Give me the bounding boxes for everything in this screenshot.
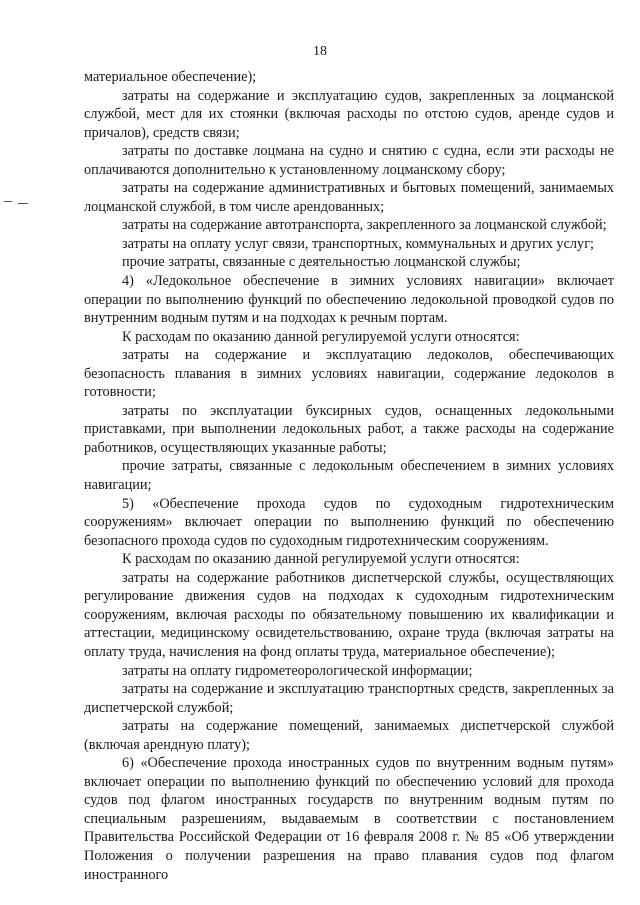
paragraph: затраты на оплату услуг связи, транспортных, коммунальных и других услуг; [122, 235, 595, 252]
paragraph: 6) «Обеспечение прохода иностранных судов по внутренним водным путям» включает операции по выполнению функций по обеспечению условий для прохода судов под флагом иностранных государств по внутренним водным путям по специальным разрешениям, выдаваемым в соответствии с постановлением Правительства Российской Федерации от 16 февраля 2008 г. № 85 «Об утверждении Положения о получении разрешения на право плавания судов под флагом иностранного [84, 755, 614, 883]
paragraph: затраты на содержание работников диспетчерской службы, осуществляющих регулирование движения судов на подходах к судоходным гидротехническим сооружениям, включая расходы по обязательному повышению их квалификации и аттестации, медицинскому освидетельствованию, охране труда (включая затраты на оплату труда, начисления на фонд оплаты труда, материальное обеспечение); [84, 569, 614, 660]
paragraph: материальное обеспечение); [84, 69, 257, 85]
paragraph: 5) «Обеспечение прохода судов по судоходным гидротехническим сооружениям» включает операции по выполнению функций по обеспечению безопасного прохода судов по судоходным гидротехническим сооружениям. [84, 495, 614, 549]
paragraph: затраты на содержание автотранспорта, закрепленного за лоцманской службой; [122, 217, 607, 234]
paragraph: прочие затраты, связанные с деятельностью лоцманской службы; [122, 254, 521, 271]
paragraph: затраты по доставке лоцмана на судно и снятию с судна, если эти расходы не оплачиваются дополнительно к установленному лоцманскому сбору; [84, 143, 614, 178]
paragraph: затраты по эксплуатации буксирных судов, оснащенных ледокольными приставками, при выполнении ледокольных работ, а также расходы на содержание работников, осуществляющих указанные работы; [84, 402, 614, 456]
paragraph: затраты на содержание и эксплуатацию судов, закрепленных за лоцманской службой, мест для их стоянки (включая расходы по отстою судов, аренде судов и причалов), средств связи; [84, 87, 614, 141]
paragraph: затраты на содержание и эксплуатацию транспортных средств, закрепленных за диспетчерской службой; [84, 681, 614, 716]
paragraph: К расходам по оказанию данной регулируемой услуги относятся: [122, 551, 520, 568]
margin-mark [4, 201, 30, 205]
paragraph: 4) «Ледокольное обеспечение в зимних условиях навигации» включает операции по выполнению функций по обеспечению ледокольной проводкой судов по внутренним водным путям и на подходах к речным портам. [84, 273, 614, 327]
paragraph: затраты на оплату гидрометеорологической информации; [122, 662, 473, 679]
paragraph: затраты на содержание помещений, занимаемых диспетчерской службой (включая арендную плату); [84, 718, 614, 753]
document-body [84, 68, 614, 884]
page-number: 18 [313, 44, 327, 59]
paragraph: прочие затраты, связанные с ледокольным обеспечением в зимних условиях навигации; [84, 458, 614, 494]
paragraph: К расходам по оказанию данной регулируемой услуги относятся: [122, 328, 520, 345]
paragraph: затраты на содержание административных и бытовых помещений, занимаемых лоцманской службой, в том числе арендованных; [84, 180, 614, 215]
paragraph: затраты на содержание и эксплуатацию ледоколов, обеспечивающих безопасность плавания в зимних условиях навигации, содержание ледоколов в готовности; [84, 347, 614, 401]
